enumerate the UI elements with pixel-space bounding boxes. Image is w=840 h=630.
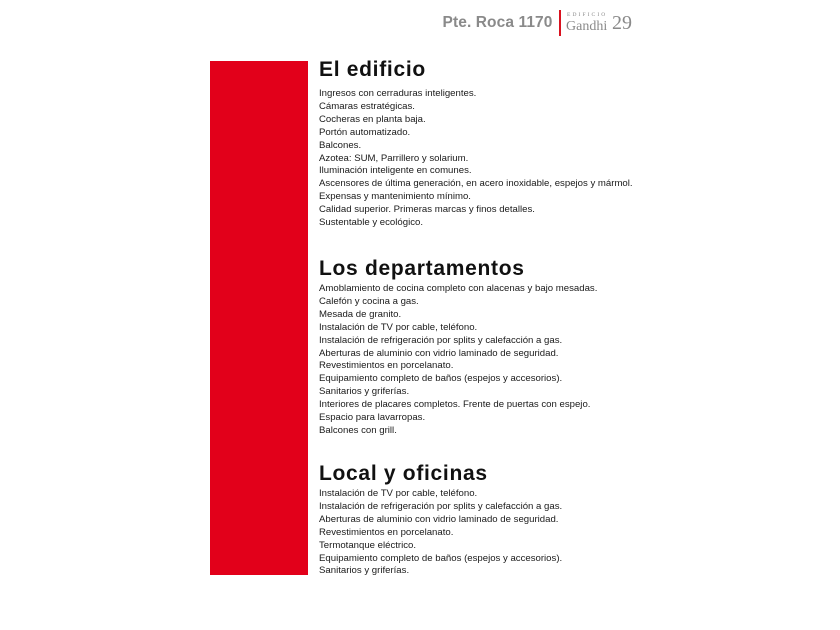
feature-item: Ingresos con cerraduras inteligentes.	[319, 88, 477, 99]
red-accent-bar	[210, 61, 308, 575]
building-logo	[566, 9, 632, 37]
feature-list	[319, 488, 739, 578]
feature-item: Revestimientos en porcelanato.	[319, 360, 454, 372]
feature-item: Aberturas de aluminio con vidrio laminado de seguridad.	[319, 513, 559, 525]
feature-item: Expensas y mantenimiento mínimo.	[319, 191, 471, 203]
feature-item: Balcones con grill.	[319, 424, 397, 436]
feature-item: Equipamiento completo de baños (espejos y accesorios).	[319, 373, 563, 385]
header-divider	[559, 10, 562, 36]
feature-item: Sanitarios y griferías.	[319, 386, 410, 398]
feature-item: Interiores de placares completos. Frente de puertas con espejo.	[319, 399, 591, 411]
feature-list	[319, 283, 739, 438]
feature-item: Iluminación inteligente en comunes.	[319, 165, 472, 177]
feature-item: Equipamiento completo de baños (espejos y accesorios).	[319, 552, 563, 564]
feature-item: Portón automatizado.	[319, 126, 411, 138]
section-commercial	[319, 461, 739, 578]
section-building	[319, 57, 739, 230]
feature-item: Azotea: SUM, Parrillero y solarium.	[319, 152, 469, 164]
section-title: El edificio	[319, 58, 426, 81]
feature-item: Instalación de refrigeración por splits y calefacción a gas.	[319, 334, 563, 346]
feature-item: Balcones.	[319, 139, 362, 151]
address-text: Pte. Roca 1170	[442, 14, 553, 31]
feature-item: Cocheras en planta baja.	[319, 113, 426, 125]
feature-item: Ascensores de última generación, en acero inoxidable, espejos y mármol.	[319, 178, 633, 190]
feature-item: Amoblamiento de cocina completo con alacenas y bajo mesadas.	[319, 283, 598, 294]
feature-item: Revestimientos en porcelanato.	[319, 526, 454, 538]
feature-item: Mesada de granito.	[319, 308, 402, 320]
feature-item: Instalación de refrigeración por splits y calefacción a gas.	[319, 500, 563, 512]
feature-item: Calefón y cocina a gas.	[319, 295, 419, 307]
feature-list	[319, 88, 739, 230]
section-apartments	[319, 256, 739, 438]
feature-item: Instalación de TV por cable, teléfono.	[319, 321, 478, 333]
logo-name: Gandhi	[566, 19, 608, 34]
logo-subtitle: EDIFICIO	[567, 12, 608, 18]
feature-item: Aberturas de aluminio con vidrio laminado de seguridad.	[319, 347, 559, 359]
feature-item: Sanitarios y griferías.	[319, 565, 410, 577]
feature-item: Calidad superior. Primeras marcas y finos detalles.	[319, 204, 535, 216]
feature-item: Termotanque eléctrico.	[319, 539, 417, 551]
feature-item: Cámaras estratégicas.	[319, 100, 415, 112]
feature-item: Sustentable y ecológico.	[319, 217, 423, 229]
page-header	[443, 9, 632, 37]
logo-number: 29	[612, 12, 632, 34]
section-title: Los departamentos	[319, 257, 525, 280]
feature-item: Instalación de TV por cable, teléfono.	[319, 488, 478, 499]
section-title: Local y oficinas	[319, 462, 488, 485]
feature-item: Espacio para lavarropas.	[319, 412, 426, 424]
